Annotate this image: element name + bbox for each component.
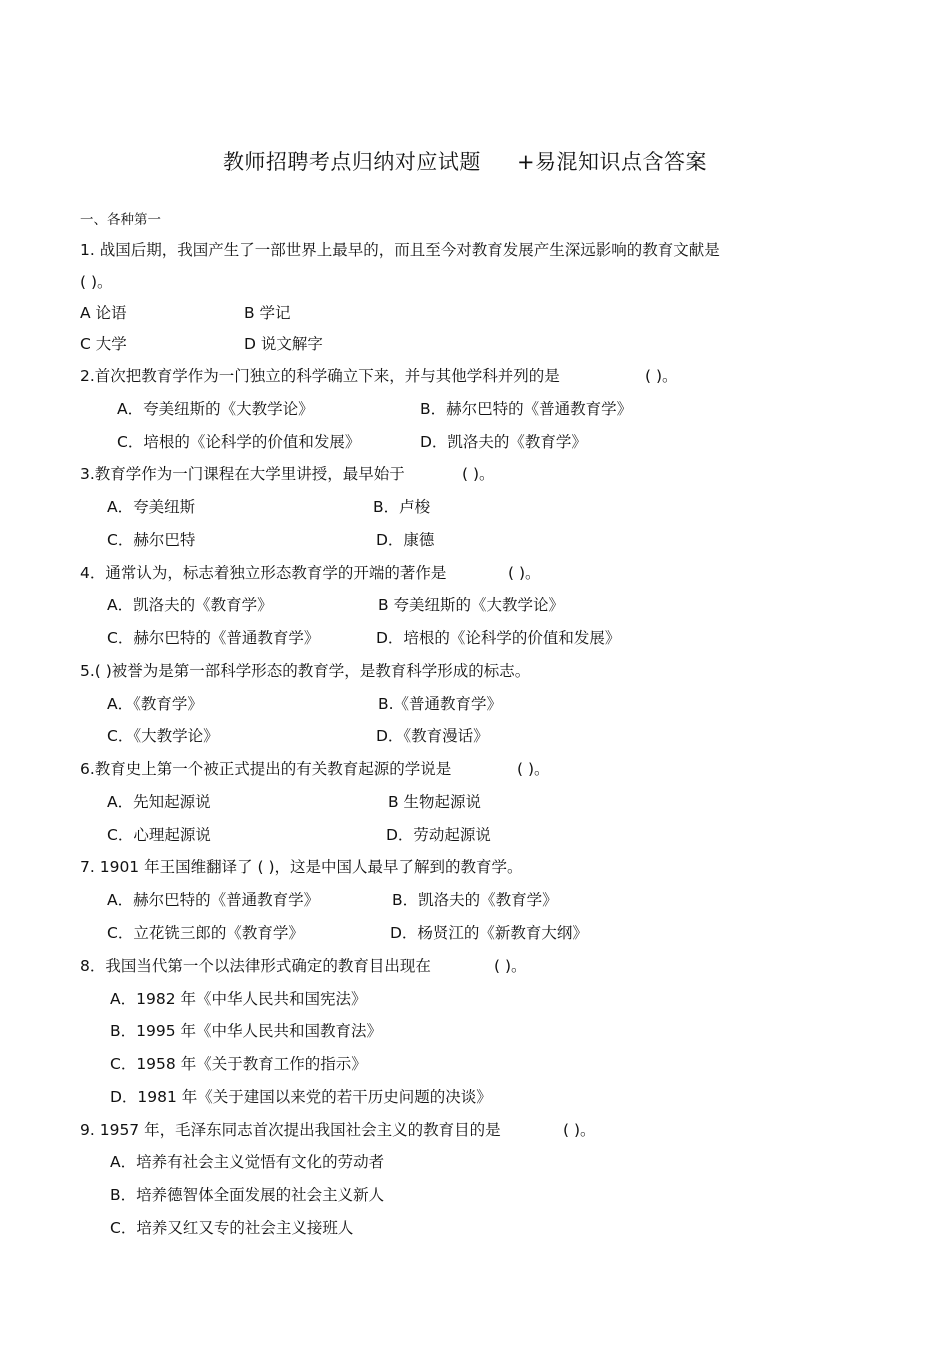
- question-5-stem: 5.( )被誉为是第一部科学形态的教育学，是教育科学形成的标志。: [80, 662, 531, 680]
- question-6-option-c: C．心理起源说: [107, 826, 211, 844]
- question-8-option-a: A．1982 年《中华人民共和国宪法》: [110, 990, 367, 1008]
- question-4-blank: ( )。: [508, 564, 541, 582]
- question-1-option-d: D 说文解字: [244, 335, 323, 353]
- question-1-blank: ( )。: [80, 273, 113, 291]
- question-3-option-c: C．赫尔巴特: [107, 531, 196, 549]
- question-6-blank: ( )。: [517, 760, 550, 778]
- question-2-stem: 2.首次把教育学作为一门独立的科学确立下来，并与其他学科并列的是: [80, 367, 560, 385]
- question-2-blank: ( )。: [645, 367, 678, 385]
- question-8-option-d: D．1981 年《关于建国以来党的若干历史问题的决谈》: [110, 1088, 492, 1106]
- title-part-1: 教师招聘考点归纳对应试题: [222, 150, 481, 174]
- question-3-option-b: B．卢梭: [373, 498, 431, 516]
- question-9-stem: 9. 1957 年，毛泽东同志首次提出我国社会主义的教育目的是: [80, 1121, 501, 1139]
- question-3-option-d: D．康德: [376, 531, 435, 549]
- question-4-option-d: D．培根的《论科学的价值和发展》: [376, 629, 621, 647]
- question-7-stem: 7. 1901 年王国维翻译了 ( )，这是中国人最早了解到的教育学。: [80, 858, 523, 876]
- question-6-option-a: A．先知起源说: [107, 793, 211, 811]
- question-5-option-d: D．《教育漫话》: [376, 727, 489, 745]
- question-5-option-c: C．《大教学论》: [107, 727, 219, 745]
- question-3-blank: ( )。: [462, 465, 495, 483]
- question-4-stem: 4．通常认为，标志着独立形态教育学的开端的著作是: [80, 564, 447, 582]
- page-title: [0, 146, 930, 176]
- question-9-option-a: A．培养有社会主义觉悟有文化的劳动者: [110, 1153, 385, 1171]
- question-3-stem: 3.教育学作为一门课程在大学里讲授，最早始于: [80, 465, 405, 483]
- question-6-option-b: B 生物起源说: [388, 793, 482, 811]
- question-4-option-c: C．赫尔巴特的《普通教育学》: [107, 629, 320, 647]
- question-2-option-c: C．培根的《论科学的价值和发展》: [117, 433, 361, 451]
- question-2-option-a: A．夸美纽斯的《大教学论》: [117, 400, 314, 418]
- question-9-blank: ( )。: [563, 1121, 596, 1139]
- question-3-option-a: A．夸美纽斯: [107, 498, 196, 516]
- question-8-option-c: C．1958 年《关于教育工作的指示》: [110, 1055, 367, 1073]
- question-7-option-d: D．杨贤江的《新教育大纲》: [390, 924, 588, 942]
- question-8-blank: ( )。: [494, 957, 527, 975]
- question-1-option-c: C 大学: [80, 335, 127, 353]
- question-2-option-d: D．凯洛夫的《教育学》: [420, 433, 587, 451]
- question-4-option-b: B 夸美纽斯的《大教学论》: [378, 596, 565, 614]
- title-part-2: +易混知识点含答案: [516, 150, 708, 174]
- question-8-stem: 8．我国当代第一个以法律形式确定的教育目出现在: [80, 957, 431, 975]
- question-9-option-c: C．培养又红又专的社会主义接班人: [110, 1219, 354, 1237]
- question-9-option-b: B．培养德智体全面发展的社会主义新人: [110, 1186, 385, 1204]
- question-6-option-d: D．劳动起源说: [386, 826, 491, 844]
- question-7-option-a: A．赫尔巴特的《普通教育学》: [107, 891, 320, 909]
- question-6-stem: 6.教育史上第一个被正式提出的有关教育起源的学说是: [80, 760, 452, 778]
- question-7-option-c: C．立花铣三郎的《教育学》: [107, 924, 304, 942]
- question-8-option-b: B．1995 年《中华人民共和国教育法》: [110, 1022, 383, 1040]
- question-1-stem: 1. 战国后期，我国产生了一部世界上最早的，而且至今对教育发展产生深远影响的教育文献是: [80, 241, 720, 259]
- question-5-option-b: B.《普通教育学》: [378, 695, 503, 713]
- question-1-option-b: B 学记: [244, 304, 291, 322]
- question-5-option-a: A．《教育学》: [107, 695, 203, 713]
- question-7-option-b: B．凯洛夫的《教育学》: [392, 891, 558, 909]
- question-2-option-b: B．赫尔巴特的《普通教育学》: [420, 400, 633, 418]
- question-4-option-a: A．凯洛夫的《教育学》: [107, 596, 273, 614]
- question-1-option-a: A 论语: [80, 304, 127, 322]
- section-heading: 一、各种第一: [80, 212, 161, 228]
